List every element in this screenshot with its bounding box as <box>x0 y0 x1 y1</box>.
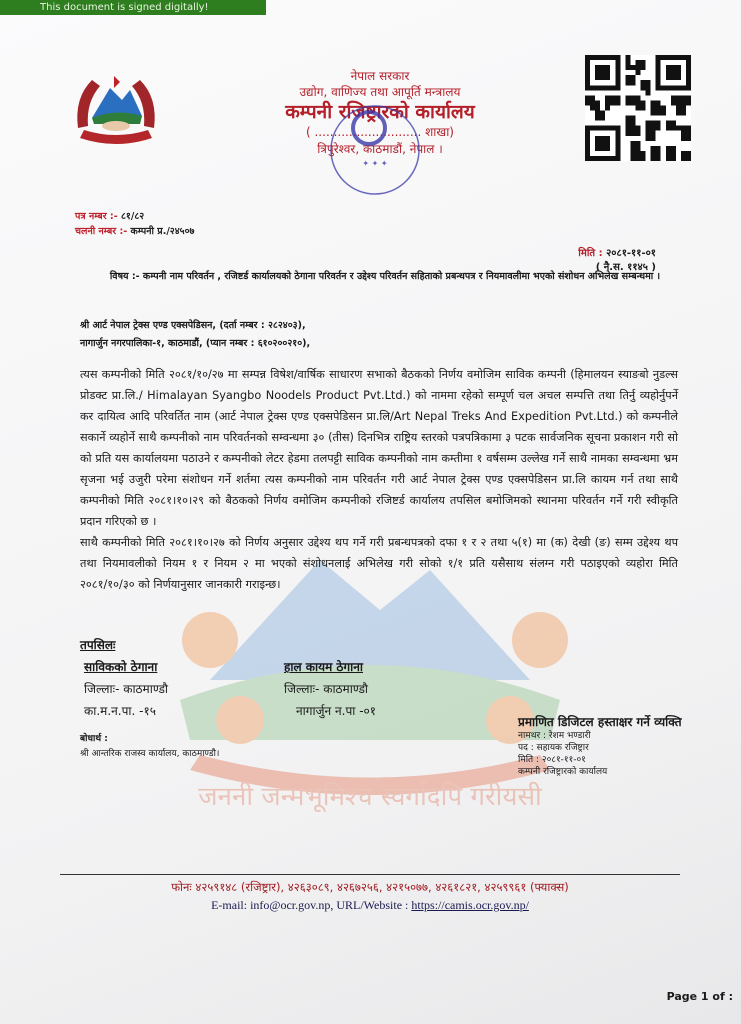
signatory-office: कम्पनी रजिष्ट्रारको कार्यालय <box>518 767 608 777</box>
nepal-emblem-icon <box>70 68 162 146</box>
letter-number-label: पत्र नम्बर :- <box>75 211 118 222</box>
letter-body <box>80 364 678 595</box>
digital-signature-banner: This document is signed digitally! <box>0 0 266 15</box>
new-address-municipality: नागार्जुन न.पा -०१ <box>296 704 377 718</box>
svg-text:✦ ✦ ✦: ✦ ✦ ✦ <box>362 159 388 168</box>
dispatch-number-value: कम्पनी प्र./२४५०७ <box>130 226 195 237</box>
signatory-heading: प्रमाणित डिजिटल हस्ताक्षर गर्ने व्यक्ति <box>518 715 682 729</box>
branch-line: ( ............................ शाखा) <box>306 125 454 139</box>
letter-number <box>75 209 144 222</box>
ministry-name: उद्योग, वाणिज्य तथा आपूर्ति मन्त्रालय <box>299 85 461 99</box>
footer-email: E-mail: info@ocr.gov.np, URL/Website : <box>211 898 412 912</box>
signatory-block <box>518 714 682 778</box>
copy-to-label: बोधार्थ : <box>80 734 108 744</box>
watermark-motto: जननी जन्मभूमिश्च स्वर्गादपि गरीयसी <box>198 782 542 812</box>
signatory-date: मिति : २०८१-११-०१ <box>518 755 586 765</box>
body-paragraph-1: त्यस कम्पनीको मिति २०८१/१०/२७ मा सम्पन्न विषेश/वार्षिक साधारण सभाको बैठकको निर्णय वमोजिम साविक कम्पनी (हिमालयन स्याङबो नुडल्स प्रोडक्ट प्रा.लि./ Himalayan Syangbo Noodels Product Pvt.Ltd.) को नाममा रहेको सम्पूर्ण चल अचल सम्पत्ति तथा तिर्नु व्यहोर्नुपर्ने कर दायित्व आदि परिवर्तित नाम (आर्ट नेपाल ट्रेक्स एण्ड एक्सपेडिसन प्रा.लि/Art Nepal Treks And Expedition Pvt.Ltd.) को कम्पनीले सकार्ने व्यहोर्ने साथै कम्पनीको नाम परिवर्तनको सम्वन्धमा ३० (तीस) दिनभित्र राष्ट्रिय स्तरको पत्रपत्रिकामा ३ पटक सार्वजनिक सूचना प्रकाशन गरी सो को प्रति यस कार्यालयमा पठाउने र कम्पनीको लेटर हेडमा तलपट्टी साविक कम्पनीको नाम कम्तीमा १ वर्षसम्म उल्लेख गर्ने साथै नामका सम्वन्धमा भ्रम सृजना भई उजुरी परेमा संशोधन गर्ने शर्तमा त्यस कम्पनीको नाम परिवर्तन गरी आर्ट नेपाल ट्रेक्स एण्ड एक्सपेडिसन प्रा.लि कायम गर्न तथा साथै कम्पनीको मिति २०८१।१०।२९ को बैठकको निर्णय वमोजिम कम्पनीको रजिष्टर्ड कार्यालय तपसिल बमोजिमको स्थानमा परिवर्तन गर्ने गरी स्वीकृति प्रदान गरिएको छ । <box>80 368 678 528</box>
website-link[interactable]: https://camis.ocr.gov.np/ <box>411 898 529 912</box>
qr-code[interactable] <box>585 55 691 161</box>
new-address-district: जिल्लाः- काठमाण्डौ <box>284 682 369 696</box>
date-value: २०८१-११-०१ <box>606 248 656 259</box>
old-address <box>84 656 168 722</box>
new-address <box>284 656 376 722</box>
office-location: त्रिपुरेश्वर, काठमाडौं, नेपाल । <box>317 142 443 156</box>
letter-number-value: ८१/८२ <box>120 211 145 222</box>
body-paragraph-2: साथै कम्पनीको मिति २०८१।१०।२७ को निर्णय अनुसार उद्देश्य थप गर्ने गरी प्रबन्धपत्रको दफा १ र २ तथा ५(१) मा (क) देखी (ङ) सम्म उद्देश्य थप तथा नियमावलीको नियम १ र नियम २ मा भएको संशोधनलाई अभिलेख गरी सोको १/१ प्रति यसैसाथ संलग्न गरी पठाइएको व्यहोरा मिति २०८१/१०/३० को निर्णयानुसार जानकारी गराइन्छ। <box>80 536 678 591</box>
copy-to-recipient: श्री आन्तरिक राजस्व कार्यालय, काठमाण्डौ। <box>80 749 220 759</box>
dispatch-number <box>75 224 195 237</box>
letter-subject: विषय :- कम्पनी नाम परिवर्तन , रजिष्टर्ड कार्यालयको ठेगाना परिवर्तन र उद्देश्य परिवर्तन सहिताको प्रबन्धपत्र र नियमावलीमा भएको संशोधन अभिलेख सम्बन्धमा । <box>109 271 661 282</box>
copy-to <box>80 732 219 762</box>
old-address-district: जिल्लाः- काठमाण्डौ <box>84 682 169 696</box>
addressee-name: श्री आर्ट नेपाल ट्रेक्स एण्ड एक्सपेडिसन, (दर्ता नम्बर : २८२४०३), <box>80 320 306 331</box>
nepal-sambat-date: ( नै.स. ११४५ ) <box>595 262 656 273</box>
new-address-heading: हाल कायम ठेगाना <box>284 660 364 674</box>
footer-contact <box>60 898 680 913</box>
page-number: Page 1 of : <box>666 990 733 1003</box>
date-label: मिति : <box>578 248 603 259</box>
signatory-post: पद : सहायक रजिष्ट्रार <box>518 743 589 753</box>
dispatch-number-label: चलनी नम्बर :- <box>75 226 128 237</box>
signatory-name: नामथर : रेशम भण्डारी <box>518 731 591 741</box>
addressee-address: नागार्जुन नगरपालिका-१, काठमाडौं, (प्यान नम्बर : ६१०२००२१०), <box>80 338 311 349</box>
footer-divider <box>60 874 680 875</box>
office-name: कम्पनी रजिष्ट्रारको कार्यालय <box>285 101 475 123</box>
old-address-heading: साविकको ठेगाना <box>84 660 158 674</box>
footer-phone: फोनः ४२५९१४८ (रजिष्ट्रार), ४२६३०८९, ४२६७२५६, ४२१५०७७, ४२६१८२१, ४२५९९६१ (फ्याक्स) <box>171 880 569 894</box>
old-address-municipality: का.म.न.पा. -१५ <box>84 704 156 718</box>
office-seal-stamp <box>325 100 425 200</box>
details-heading: तपसिलः <box>80 638 116 652</box>
government-name: नेपाल सरकार <box>350 69 410 83</box>
